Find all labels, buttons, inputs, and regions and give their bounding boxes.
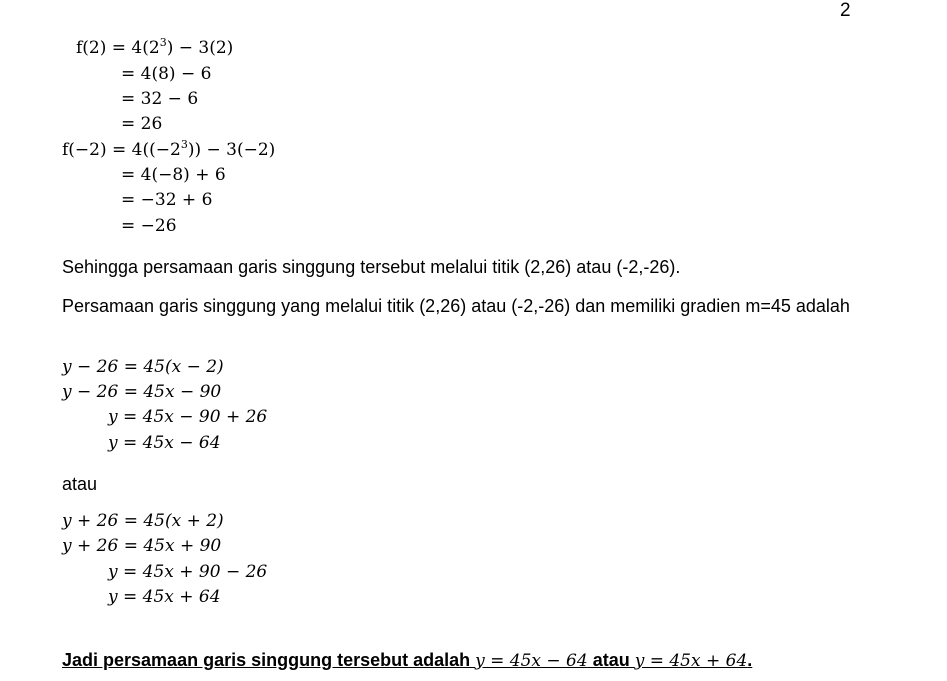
eq1-line-1: y − 26 = 45(x − 2) xyxy=(62,357,224,377)
eq1-line-2: y − 26 = 45x − 90 xyxy=(62,382,222,402)
fm2-line-4: = −26 xyxy=(121,216,177,236)
fm2-line-1: $f(-2) = 4((-2^3)) - 3(-2)$ xyxy=(62,138,276,160)
f2-line-4: = 26 xyxy=(121,114,163,134)
f2-line-1: $f(2) = 4(2^3) - 3(2)$ xyxy=(76,36,234,58)
fm2-line-3: = −32 + 6 xyxy=(121,190,213,210)
page-number: 2 xyxy=(840,0,851,21)
eq2-line-3: y = 45x + 90 − 26 xyxy=(108,562,268,582)
eq1-line-3: y = 45x − 90 + 26 xyxy=(108,407,268,427)
eq2-line-4: y = 45x + 64 xyxy=(108,587,221,607)
eq2-line-2: y + 26 = 45x + 90 xyxy=(62,536,222,556)
eq1-line-4: y = 45x − 64 xyxy=(108,433,221,453)
paragraph-gradient: Persamaan garis singgung yang melalui titik (2,26) atau (-2,-26) dan memiliki gradien m=45 adalah xyxy=(62,296,850,316)
paragraph-points: Sehingga persamaan garis singgung tersebut melalui titik (2,26) atau (-2,-26). xyxy=(62,257,681,277)
atau-label: atau xyxy=(62,474,98,494)
conclusion-eq-a: y = 45x − 64 xyxy=(475,651,588,671)
f2-line-3: = 32 − 6 xyxy=(121,89,199,109)
conclusion xyxy=(62,650,752,671)
eq2-line-1: y + 26 = 45(x + 2) xyxy=(62,511,224,531)
conclusion-end: . xyxy=(747,650,753,670)
conclusion-eq-b: y = 45x + 64 xyxy=(634,651,748,671)
fm2-line-2: = 4(−8) + 6 xyxy=(121,165,226,185)
conclusion-mid: atau xyxy=(587,650,635,670)
f2-line-2: = 4(8) − 6 xyxy=(121,64,212,84)
conclusion-text: Jadi persamaan garis singgung tersebut adalah xyxy=(62,650,476,670)
